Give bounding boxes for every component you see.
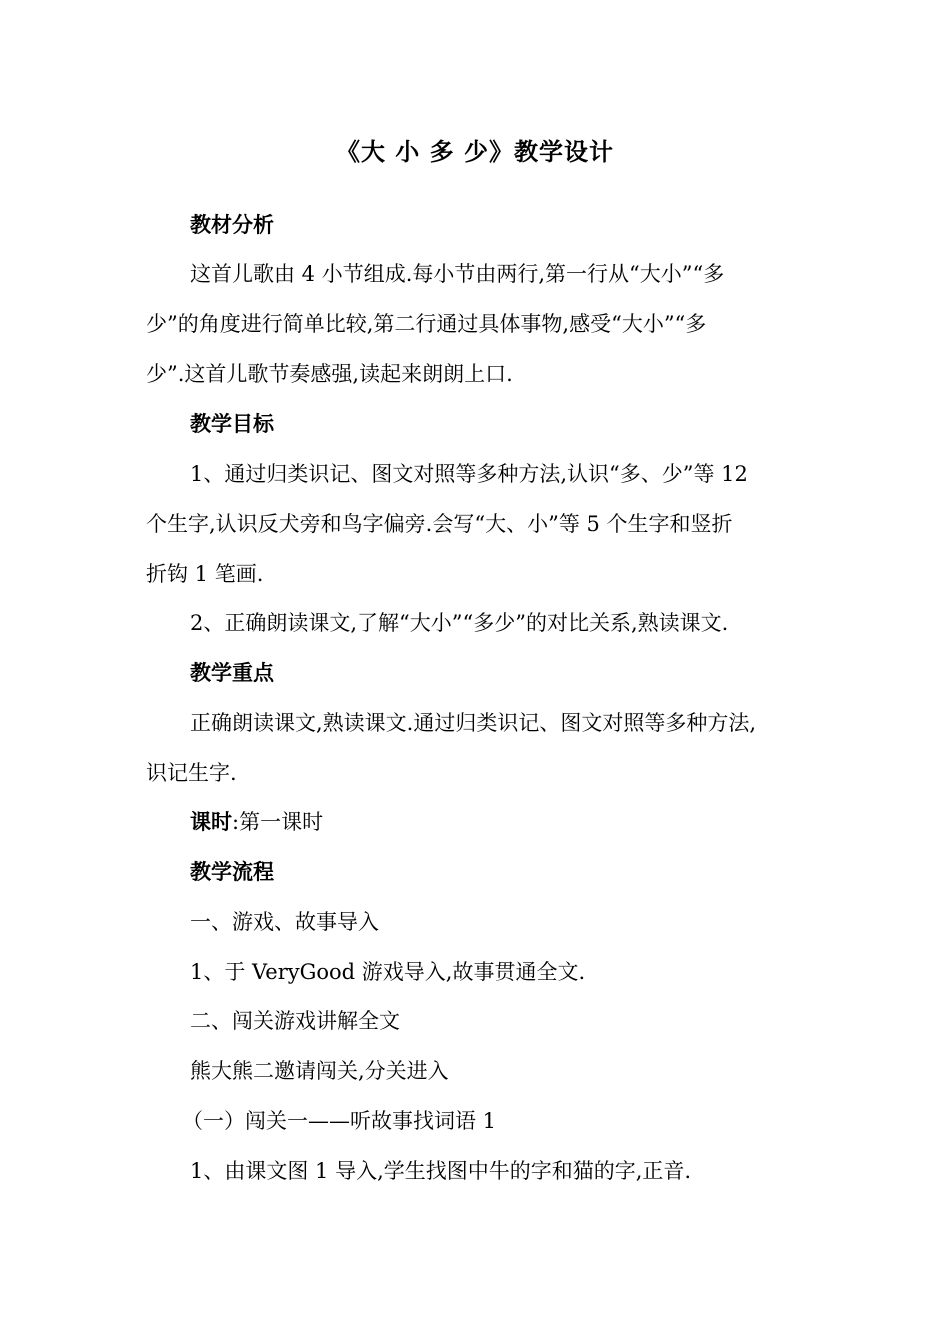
flow-item-5: （一）闯关一——听故事找词语 1 [182, 1109, 497, 1133]
goal1-line-3: 折钩 1 笔画. [146, 562, 264, 586]
flow-heading: 教学流程 [190, 859, 274, 884]
flow-item-2: 1、于 VeryGood 游戏导入,故事贯通全文. [190, 960, 586, 984]
analysis-heading: 教材分析 [190, 212, 274, 237]
goal1-line-2: 个生字,认识反犬旁和鸟字偏旁.会写“大、小”等 5 个生字和竖折 [146, 512, 733, 536]
lesson-line [190, 806, 323, 838]
flow-item-1: 一、游戏、故事导入 [190, 910, 379, 934]
key-line-1: 正确朗读课文,熟读课文.通过归类识记、图文对照等多种方法, [190, 711, 757, 735]
flow-item-6: 1、由课文图 1 导入,学生找图中牛的字和猫的字,正音. [190, 1159, 692, 1183]
analysis-line-1: 这首儿歌由 4 小节组成.每小节由两行,第一行从“大小”“多 [190, 262, 725, 286]
lesson-value: :第一课时 [232, 810, 324, 834]
flow-item-3: 二、闯关游戏讲解全文 [190, 1009, 400, 1033]
analysis-line-2: 少”的角度进行简单比较,第二行通过具体事物,感受“大小”“多 [146, 312, 707, 336]
lesson-label: 课时 [190, 809, 232, 834]
goal1-line-1: 1、通过归类识记、图文对照等多种方法,认识“多、少”等 12 [190, 462, 748, 486]
goal2-line: 2、正确朗读课文,了解“大小”“多少”的对比关系,熟读课文. [190, 611, 729, 635]
goals-heading: 教学目标 [190, 411, 274, 436]
key-heading: 教学重点 [190, 660, 274, 685]
page-title: 《大 小 多 少》教学设计 [335, 137, 615, 166]
key-line-2: 识记生字. [146, 761, 237, 785]
flow-item-4: 熊大熊二邀请闯关,分关进入 [190, 1059, 449, 1083]
analysis-line-3: 少”.这首儿歌节奏感强,读起来朗朗上口. [146, 362, 513, 386]
